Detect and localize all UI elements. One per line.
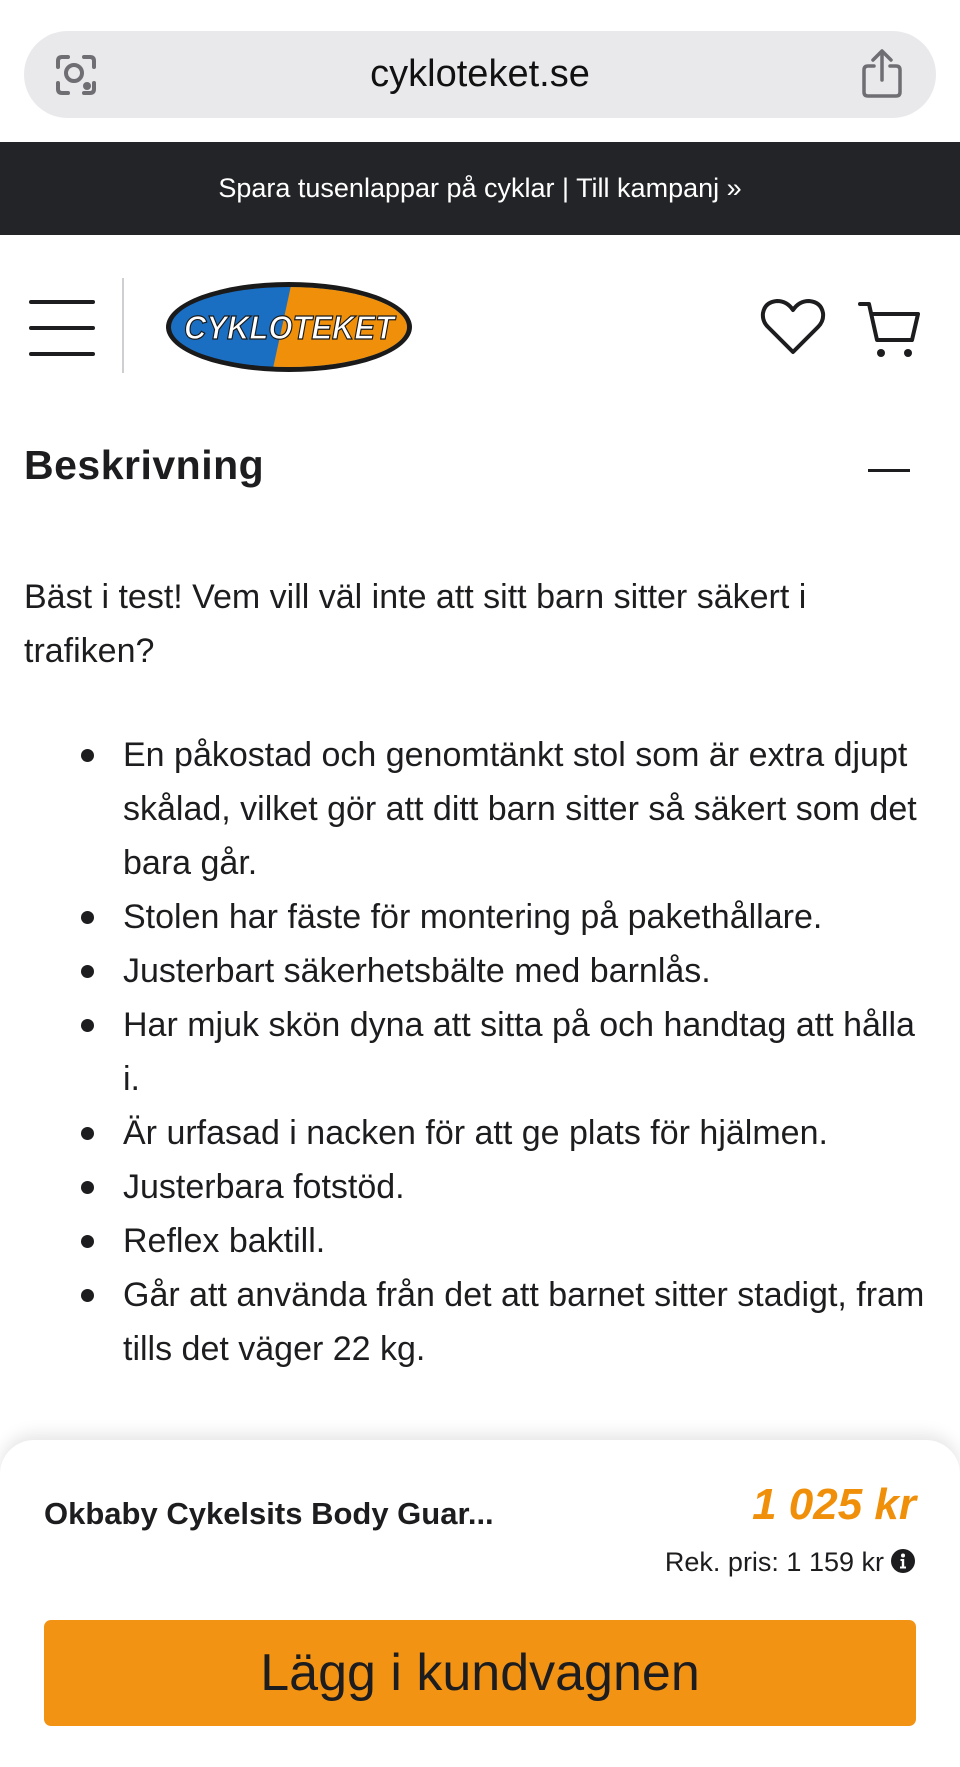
description-heading[interactable]: Beskrivning — [24, 442, 265, 488]
url-text[interactable]: cykloteket.se — [370, 53, 590, 95]
add-to-cart-button[interactable]: Lägg i kundvagnen — [44, 1620, 916, 1726]
promo-banner[interactable] — [0, 142, 960, 235]
recommended-price: Rek. pris: 1 159 kr — [664, 1547, 884, 1577]
info-icon[interactable] — [890, 1548, 916, 1574]
feature-item: En påkostad och genomtänkt stol som är extra djupt skålad, vilket gör att ditt barn sitter så säkert som det bara går. — [0, 728, 960, 890]
sticky-purchase-bar — [0, 1440, 960, 1767]
cykloteket-logo[interactable] — [164, 281, 414, 373]
hamburger-icon[interactable] — [29, 300, 95, 356]
feature-item: Har mjuk skön dyna att sitta på och handtag att hålla i. — [0, 998, 960, 1106]
heart-icon[interactable] — [760, 297, 826, 357]
feature-item: Går att använda från det att barnet sitter stadigt, fram tills det väger 22 kg. — [0, 1268, 960, 1376]
feature-item: Justerbart säkerhetsbälte med barnlås. — [0, 944, 960, 998]
address-bar[interactable] — [24, 31, 936, 118]
feature-list — [0, 728, 960, 1376]
feature-item: Är urfasad i nacken för att ge plats för hjälmen. — [0, 1106, 960, 1160]
feature-item: Reflex baktill. — [0, 1214, 960, 1268]
cart-icon[interactable] — [858, 298, 922, 360]
collapse-icon[interactable] — [868, 469, 910, 472]
feature-item: Stolen har fäste för montering på pakethållare. — [0, 890, 960, 944]
logo-text: CYKLOTEKET — [184, 309, 397, 346]
description-intro: Bäst i test! Vem vill väl inte att sitt barn sitter säkert i trafiken? — [24, 578, 807, 670]
browser-toolbar — [0, 0, 960, 142]
header-divider — [122, 278, 124, 373]
promo-banner-text[interactable]: Spara tusenlappar på cyklar | Till kampanj » — [218, 173, 742, 203]
product-name: Okbaby Cykelsits Body Guar... — [44, 1496, 494, 1531]
feature-item: Justerbara fotstöd. — [0, 1160, 960, 1214]
share-icon[interactable] — [860, 48, 904, 100]
product-price: 1 025 kr — [752, 1480, 916, 1529]
